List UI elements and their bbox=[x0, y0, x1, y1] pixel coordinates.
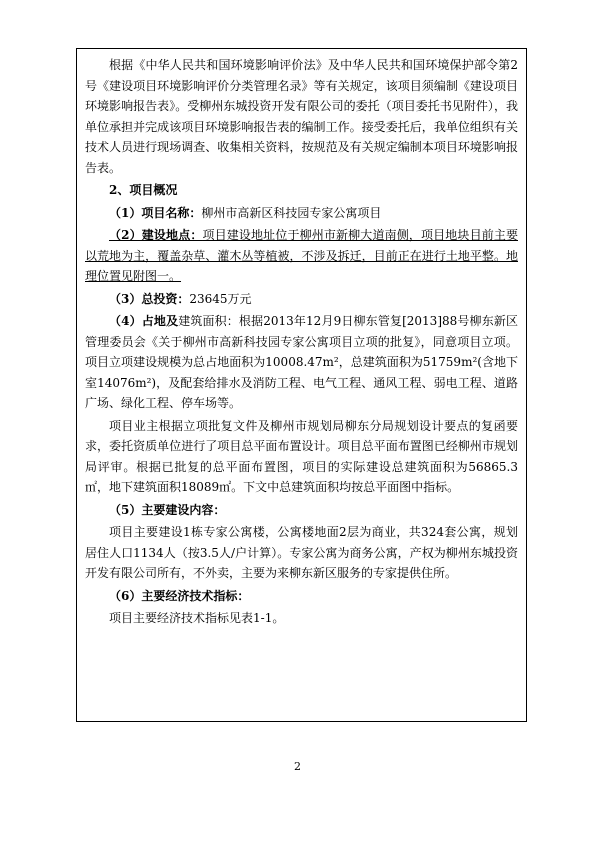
indicators-paragraph: 项目主要经济技术指标见表1-1。 bbox=[109, 611, 285, 625]
construction-content-paragraph: 项目主要建设1栋专家公寓楼，公寓楼地面2层为商业，共324套公寓，规划居住人口1134人（按3.5人/户计算）。专家公寓为商务公寓，产权为柳州东城投资开发有限公司所有，不外卖，主要为来柳东新区服务的专家提供住所。 bbox=[85, 525, 518, 580]
project-name-value: 柳州市高新区科技园专家公寓项目 bbox=[201, 205, 382, 220]
planning-paragraph: 项目业主根据立项批复文件及柳州市规划局柳东分局规划设计要点的复函要求，委托资质单位进行了项目总平面布置设计。项目总平面布置图已经柳州市规划局评审。根据已批复的总平面布置图，项目的实际建设总建筑面积为56865.3㎡，地下建筑面积18089㎡。下文中总建筑面积均按总平面图中指标。 bbox=[85, 418, 518, 494]
section-heading: 2、项目概况 bbox=[109, 183, 178, 197]
investment-line bbox=[85, 289, 518, 310]
project-name-label: （1）项目名称： bbox=[109, 205, 202, 220]
indicators-heading: （6）主要经济技术指标： bbox=[109, 588, 250, 603]
document-frame bbox=[76, 48, 527, 722]
construction-content-heading: （5）主要建设内容： bbox=[109, 502, 226, 517]
area-paragraph bbox=[85, 311, 518, 414]
intro-paragraph: 根据《中华人民共和国环境影响评价法》及中华人民共和国环境保护部令第2号《建设项目环境影响评价分类管理名录》等有关规定，该项目须编制《建设项目环境影响报告表》。受柳州东城投资开发有限公司的委托（项目委托书见附件），我单位承担并完成该项目环境影响报告表的编制工作。接受委托后，我单位组织有关技术人员进行现场调查、收集相关资料，按规范及有关规定编制本项目环境影响报告表。 bbox=[85, 58, 518, 175]
investment-label: （3）总投资： bbox=[109, 291, 190, 306]
area-label: （4）占地及 bbox=[109, 314, 179, 328]
project-name-line bbox=[85, 203, 518, 224]
page-number: 2 bbox=[294, 760, 301, 773]
location-line bbox=[85, 225, 518, 287]
area-text: 建筑面积：根据2013年12月9日柳东管复[2013]88号柳东新区管理委员会《关于柳州市高新科技园专家公寓项目立项的批复》，同意项目立项。项目立项建设规模为总占地面积为10008.47m²，总建筑面积为51759m²(含地下室14076m²)，及配套给排水及消防工程、电气工程、通风工程、弱电工程、道路广场、绿化工程、停车场等。 bbox=[85, 314, 518, 410]
location-label: （2）建设地点： bbox=[109, 228, 203, 242]
investment-value: 23645万元 bbox=[189, 291, 252, 306]
location-value: 项目建设地址位于柳州市新柳大道南侧，项目地块目前主要以荒地为主，覆盖杂草、灌木丛等植被，不涉及拆迁，目前正在进行土地平整。地理位置见附图一。 bbox=[85, 228, 518, 283]
